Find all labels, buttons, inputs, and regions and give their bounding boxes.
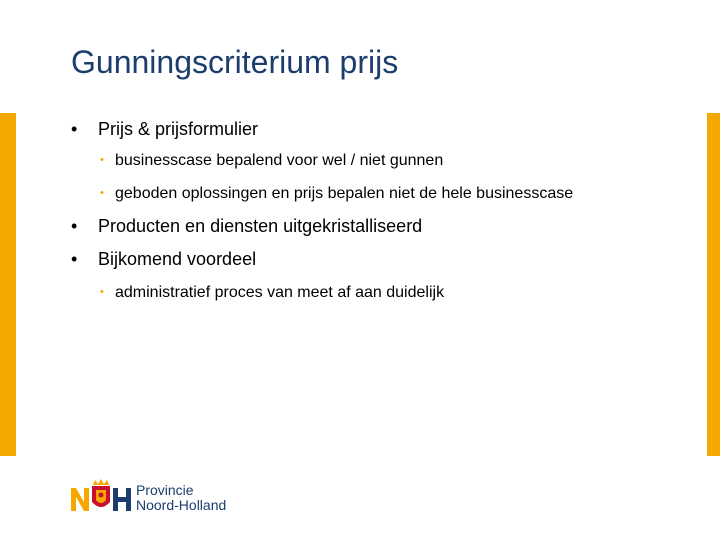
sub-bullet-text: geboden oplossingen en prijs bepalen niet de hele businesscase	[115, 185, 574, 202]
sub-bullet-dot-icon: •	[100, 286, 104, 298]
sub-bullet-item	[100, 284, 445, 302]
bullet-text: Bijkomend voordeel	[98, 249, 257, 269]
logo-line-1: Provincie	[136, 482, 194, 498]
bullet-item	[71, 249, 257, 270]
logo-wordmark	[136, 483, 226, 513]
bullet-dot-icon: •	[71, 119, 78, 139]
sub-bullet-dot-icon: •	[100, 154, 104, 166]
province-crest-icon	[70, 478, 132, 514]
bullet-dot-icon: •	[71, 249, 78, 269]
slide-title: Gunningscriterium prijs	[71, 44, 399, 80]
sub-bullet-item	[100, 152, 444, 170]
bullet-text: Prijs & prijsformulier	[98, 119, 259, 139]
province-logo	[70, 478, 240, 516]
logo-line-2: Noord-Holland	[136, 497, 227, 513]
sub-bullet-dot-icon: •	[100, 187, 104, 199]
bullet-text: Producten en diensten uitgekristalliseerd	[98, 216, 423, 236]
bullet-dot-icon: •	[71, 216, 78, 236]
sub-bullet-item	[100, 185, 574, 203]
bullet-item	[71, 119, 259, 140]
sub-bullet-text: businesscase bepalend voor wel / niet gunnen	[115, 152, 444, 169]
sub-bullet-text: administratief proces van meet af aan duidelijk	[115, 284, 445, 301]
bullet-item	[71, 216, 423, 237]
